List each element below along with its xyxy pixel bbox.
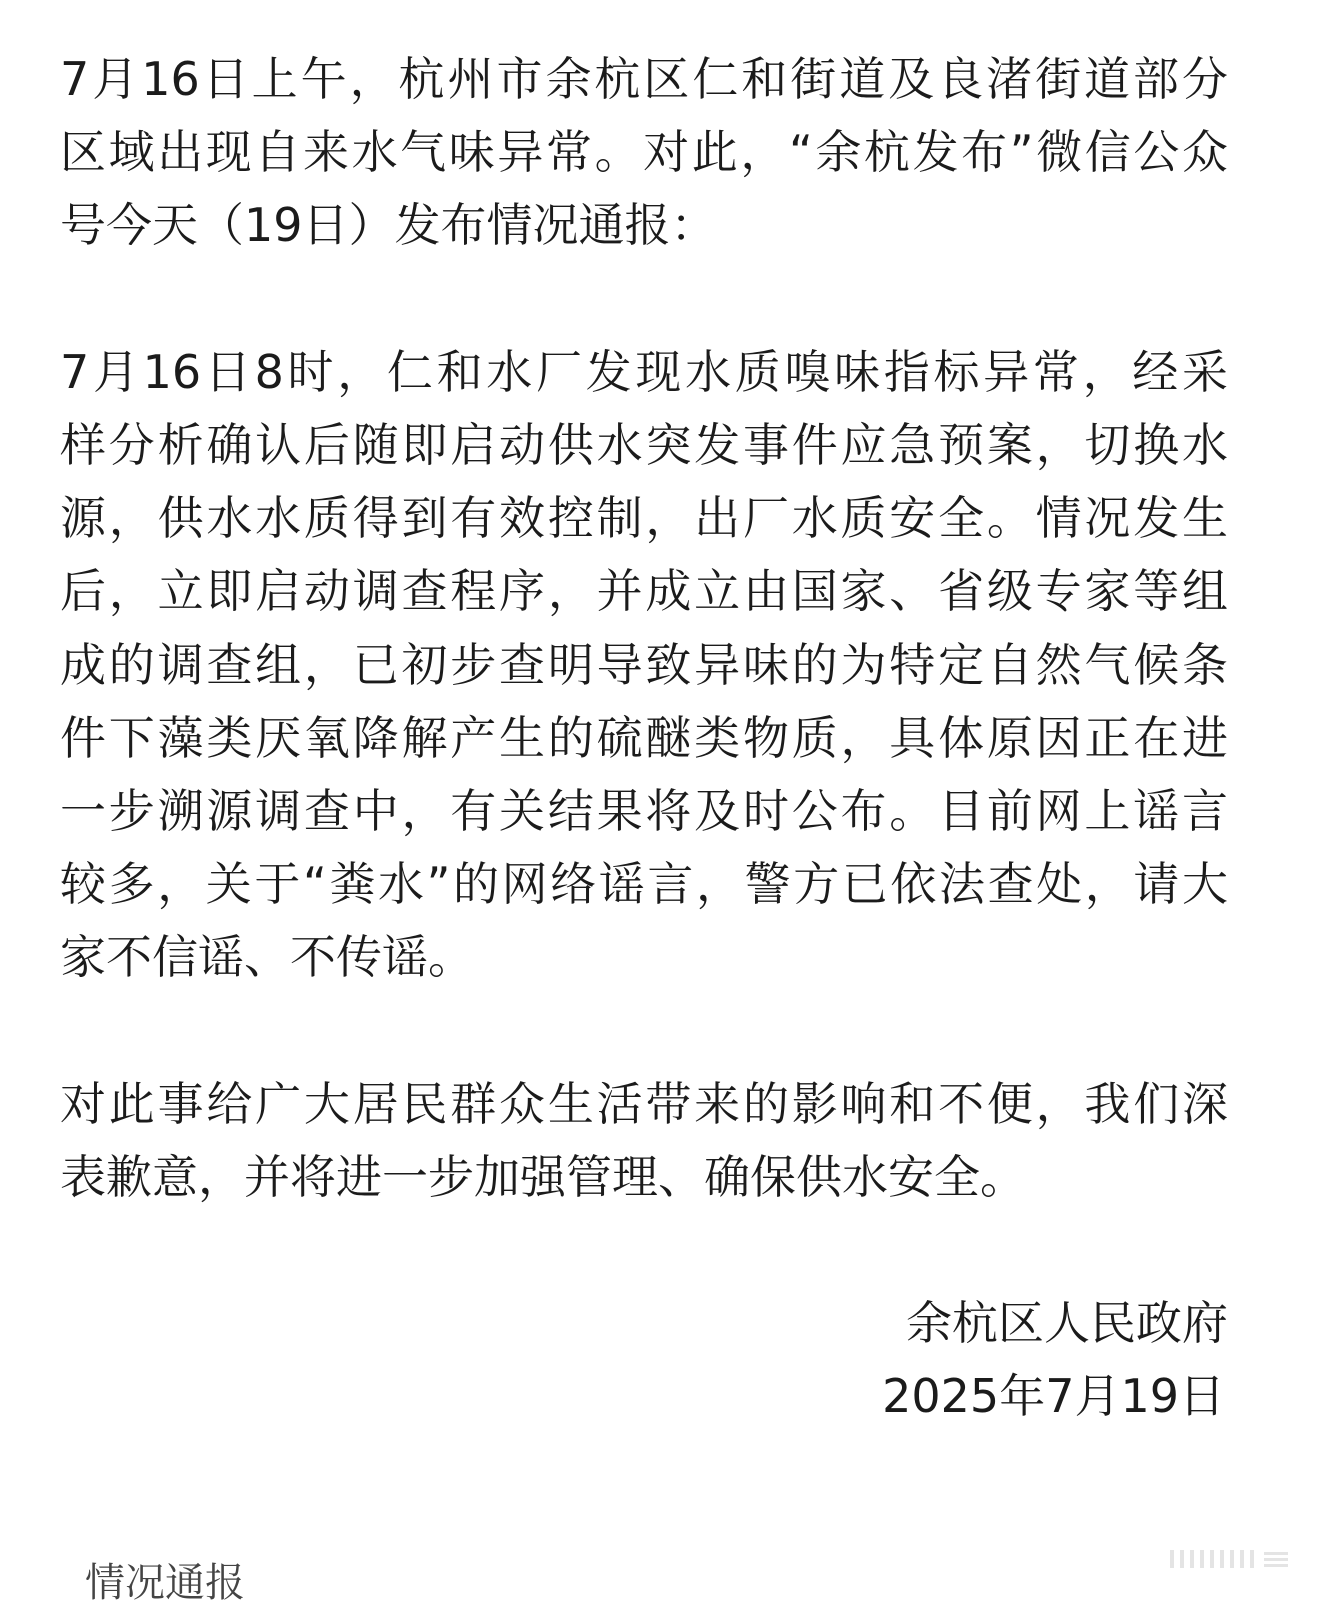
paragraph-line: 区域出现自来水气味异常。对此，“余杭发布”微信公众 xyxy=(60,125,1228,180)
caption-label: 情况通报 xyxy=(85,1560,245,1606)
paragraph-line: 样分析确认后随即启动供水突发事件应急预案，切换水 xyxy=(60,417,1228,472)
paragraph-line: 成的调查组，已初步查明导致异味的为特定自然气候条 xyxy=(60,637,1228,692)
watermark-mark xyxy=(1168,1546,1292,1572)
notice-paragraph-apology xyxy=(60,1068,1228,1214)
issuer-name: 余杭区人民政府 xyxy=(906,1296,1228,1351)
paragraph-line: 件下藻类厌氧降解产生的硫醚类物质，具体原因正在进 xyxy=(60,710,1228,765)
paragraph-line: 后，立即启动调查程序，并成立由国家、省级专家等组 xyxy=(60,564,1228,619)
notice-paragraph-intro xyxy=(60,43,1228,263)
paragraph-line: 一步溯源调查中，有关结果将及时公布。目前网上谣言 xyxy=(60,783,1228,838)
paragraph-line: 表歉意，并将进一步加强管理、确保供水安全。 xyxy=(60,1149,1026,1204)
notice-signature xyxy=(60,1287,1228,1433)
issue-date: 2025年7月19日 xyxy=(882,1369,1225,1424)
notice-paragraph-details xyxy=(60,336,1228,995)
paragraph-line: 对此事给广大居民群众生活带来的影响和不便，我们深 xyxy=(60,1076,1228,1131)
footer-caption-area xyxy=(85,1553,385,1606)
paragraph-line: 7月16日上午，杭州市余杭区仁和街道及良渚街道部分 xyxy=(60,52,1228,106)
paragraph-line: 家不信谣、不传谣。 xyxy=(60,930,474,985)
paragraph-line: 较多，关于“粪水”的网络谣言，警方已依法查处，请大 xyxy=(60,857,1228,912)
paragraph-line: 号今天（19日）发布情况通报： xyxy=(60,198,717,253)
paragraph-line: 7月16日8时，仁和水厂发现水质嗅味指标异常，经采 xyxy=(60,344,1228,399)
paragraph-line: 源，供水水质得到有效控制，出厂水质安全。情况发生 xyxy=(60,491,1228,546)
notice-body xyxy=(60,43,1228,1434)
